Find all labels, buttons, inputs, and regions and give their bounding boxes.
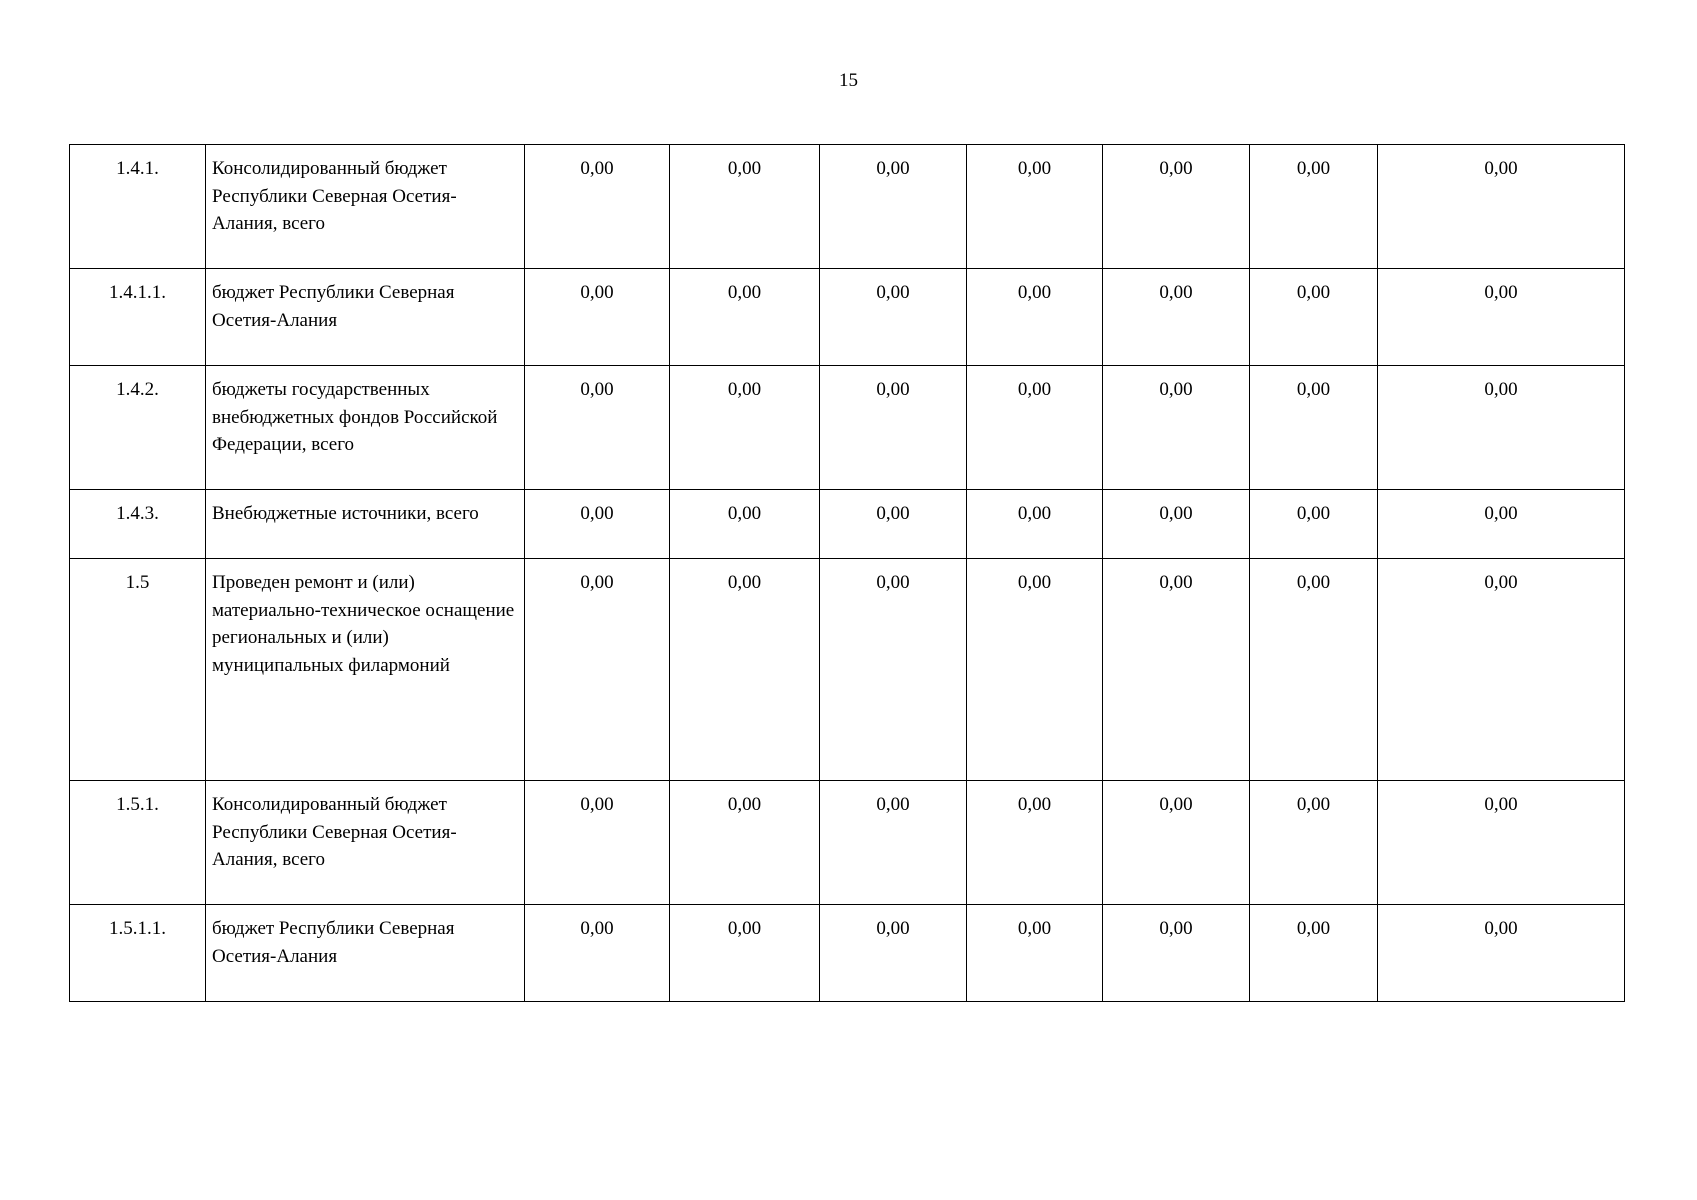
value-cell: 0,00: [1103, 490, 1250, 559]
value-cell: 0,00: [1250, 490, 1378, 559]
value-cell: 0,00: [525, 781, 670, 905]
value-cell: 0,00: [1250, 145, 1378, 269]
value-cell: 0,00: [670, 781, 820, 905]
value-cell: 0,00: [967, 269, 1103, 366]
row-description: Проведен ремонт и (или) материально-техническое оснащение региональных и (или) муниципальных филармоний: [206, 559, 525, 781]
value-cell: 0,00: [1103, 269, 1250, 366]
page-number: 15: [839, 70, 858, 91]
value-cell: 0,00: [820, 366, 967, 490]
value-cell: 0,00: [525, 559, 670, 781]
table-row: [70, 490, 1625, 559]
value-cell: 0,00: [670, 269, 820, 366]
value-cell: 0,00: [670, 366, 820, 490]
value-cell: 0,00: [670, 490, 820, 559]
value-cell: 0,00: [1103, 145, 1250, 269]
value-cell: 0,00: [670, 905, 820, 1002]
value-cell: 0,00: [525, 269, 670, 366]
value-cell: 0,00: [967, 490, 1103, 559]
value-cell: 0,00: [820, 145, 967, 269]
table-row: [70, 559, 1625, 781]
value-cell: 0,00: [1378, 905, 1625, 1002]
row-number: 1.4.3.: [70, 490, 206, 559]
value-cell: 0,00: [1250, 269, 1378, 366]
value-cell: 0,00: [1103, 559, 1250, 781]
table-row: [70, 366, 1625, 490]
value-cell: 0,00: [820, 559, 967, 781]
value-cell: 0,00: [1378, 145, 1625, 269]
value-cell: 0,00: [1378, 781, 1625, 905]
table-row: [70, 269, 1625, 366]
row-number: 1.4.2.: [70, 366, 206, 490]
table-row: [70, 781, 1625, 905]
value-cell: 0,00: [967, 559, 1103, 781]
value-cell: 0,00: [1378, 366, 1625, 490]
row-description: бюджет Республики Северная Осетия-Алания: [206, 269, 525, 366]
value-cell: 0,00: [1250, 905, 1378, 1002]
row-description: Внебюджетные источники, всего: [206, 490, 525, 559]
value-cell: 0,00: [670, 559, 820, 781]
value-cell: 0,00: [820, 490, 967, 559]
value-cell: 0,00: [1103, 905, 1250, 1002]
row-number: 1.4.1.: [70, 145, 206, 269]
value-cell: 0,00: [1378, 559, 1625, 781]
value-cell: 0,00: [1250, 559, 1378, 781]
value-cell: 0,00: [1378, 269, 1625, 366]
value-cell: 0,00: [525, 145, 670, 269]
value-cell: 0,00: [967, 905, 1103, 1002]
row-description: Консолидированный бюджет Республики Северная Осетия-Алания, всего: [206, 781, 525, 905]
value-cell: 0,00: [1103, 366, 1250, 490]
value-cell: 0,00: [967, 145, 1103, 269]
row-description: Консолидированный бюджет Республики Северная Осетия-Алания, всего: [206, 145, 525, 269]
budget-table: [69, 144, 1625, 1002]
value-cell: 0,00: [525, 905, 670, 1002]
row-description: бюджет Республики Северная Осетия-Алания: [206, 905, 525, 1002]
value-cell: 0,00: [525, 366, 670, 490]
row-number: 1.5.1.: [70, 781, 206, 905]
value-cell: 0,00: [1250, 366, 1378, 490]
value-cell: 0,00: [525, 490, 670, 559]
value-cell: 0,00: [1378, 490, 1625, 559]
row-number: 1.5.1.1.: [70, 905, 206, 1002]
table-row: [70, 905, 1625, 1002]
value-cell: 0,00: [1103, 781, 1250, 905]
row-description: бюджеты государственных внебюджетных фондов Российской Федерации, всего: [206, 366, 525, 490]
value-cell: 0,00: [967, 781, 1103, 905]
table-row: [70, 145, 1625, 269]
row-number: 1.4.1.1.: [70, 269, 206, 366]
value-cell: 0,00: [1250, 781, 1378, 905]
value-cell: 0,00: [967, 366, 1103, 490]
value-cell: 0,00: [670, 145, 820, 269]
value-cell: 0,00: [820, 781, 967, 905]
value-cell: 0,00: [820, 905, 967, 1002]
value-cell: 0,00: [820, 269, 967, 366]
row-number: 1.5: [70, 559, 206, 781]
